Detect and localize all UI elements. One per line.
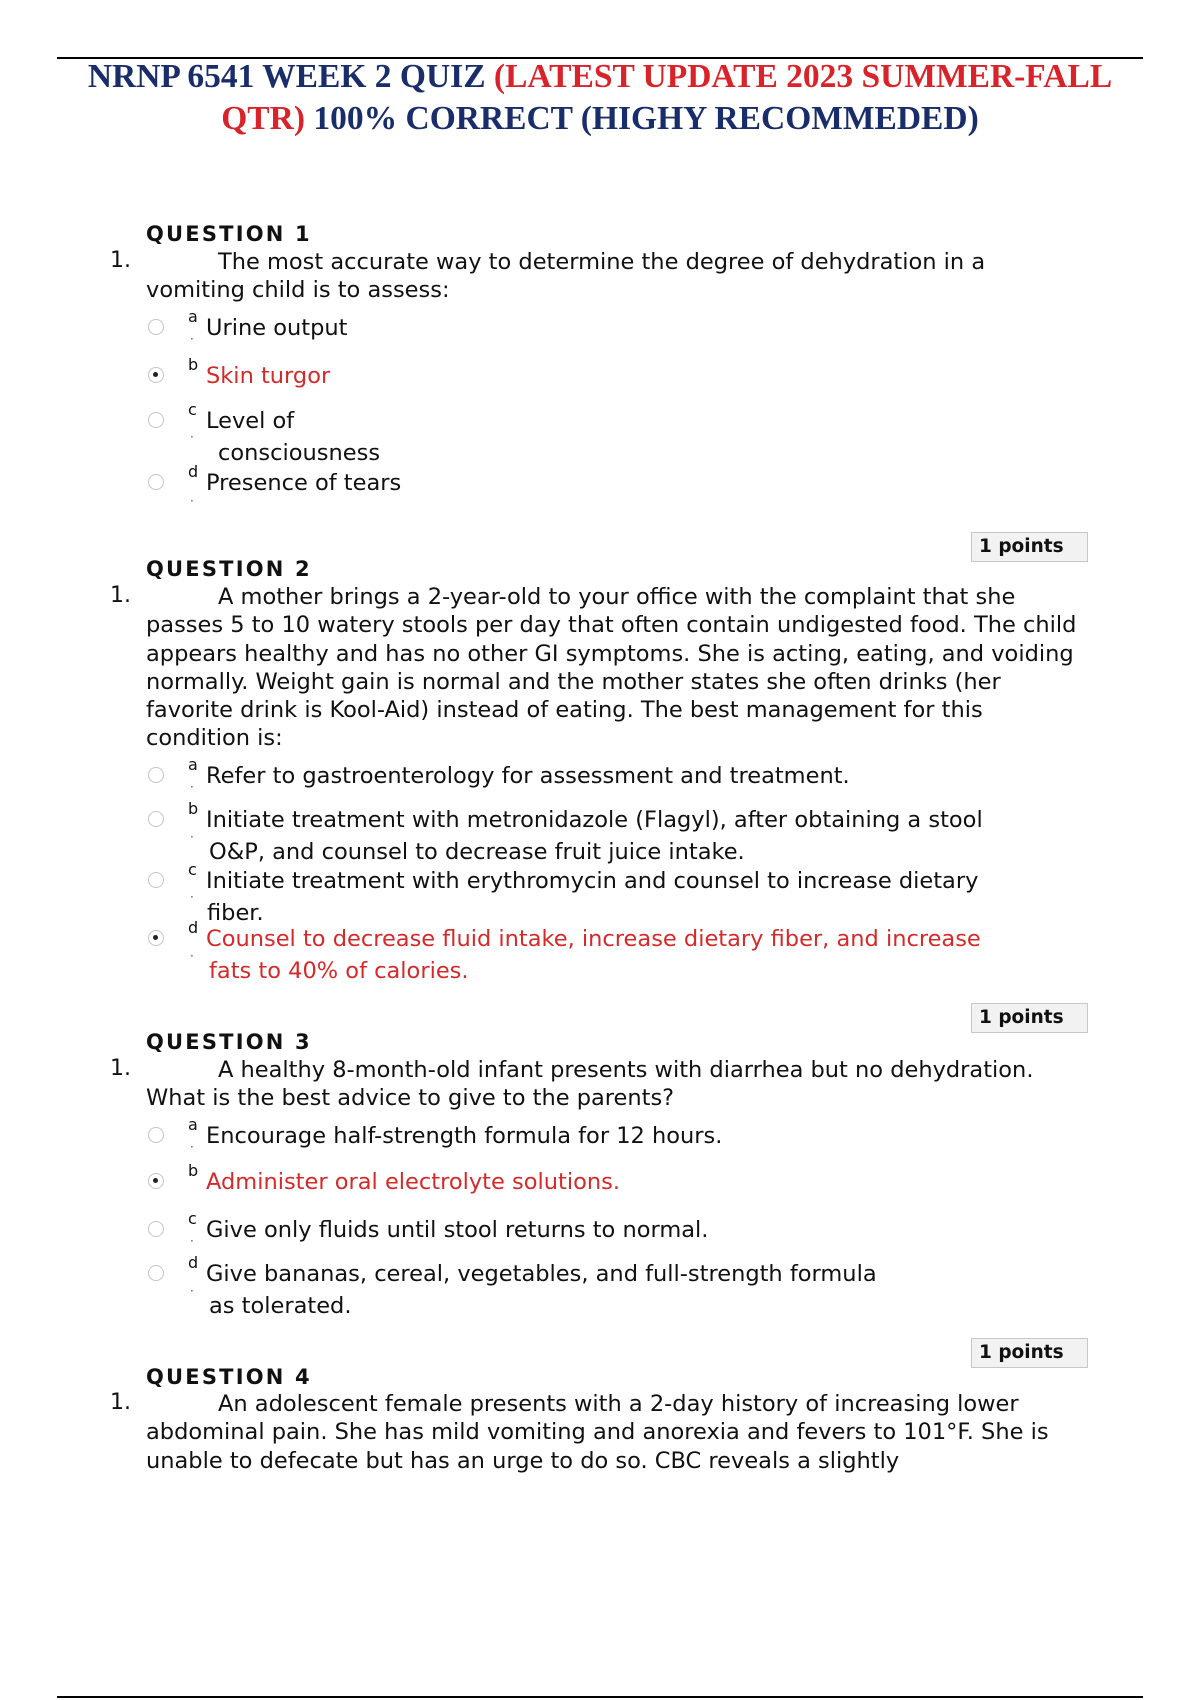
question-2-heading: QUESTION 2: [146, 557, 312, 581]
question-4-text: An adolescent female presents with a 2-day history of increasing lower abdominal pain. She has mild vomiting and anorexia and fevers to 101°F. She is unable to defecate but has an urge to do so. CBC reveals a slightly: [146, 1391, 1049, 1474]
option-text: Urine output: [206, 315, 348, 341]
option-text: Encourage half-strength formula for 12 hours.: [206, 1123, 723, 1149]
title-course: NRNP 6541 WEEK 2 QUIZ: [87, 58, 494, 95]
radio-button-selected[interactable]: [148, 367, 164, 383]
option-text: Administer oral electrolyte solutions.: [206, 1169, 620, 1195]
option-text: Skin turgor: [206, 363, 331, 389]
option-letter: b: [188, 1161, 199, 1180]
radio-button[interactable]: [148, 1265, 164, 1281]
document-title: [57, 56, 1143, 140]
question-4-heading: QUESTION 4: [146, 1365, 312, 1389]
radio-button[interactable]: [148, 1127, 164, 1143]
question-1-text: The most accurate way to determine the degree of dehydration in a vomiting child is to assess:: [146, 249, 986, 304]
option-text-continued: as tolerated.: [209, 1293, 352, 1319]
question-3-heading: QUESTION 3: [146, 1030, 312, 1054]
option-letter: d: [188, 1253, 199, 1272]
question-1-number: 1.: [110, 248, 131, 273]
option-letter: a: [188, 755, 198, 774]
option-text-continued: O&P, and counsel to decrease fruit juice intake.: [209, 839, 745, 865]
question-3-points-badge: 1 points: [971, 1338, 1088, 1368]
radio-button-selected[interactable]: [148, 1173, 164, 1189]
option-letter: a: [188, 1115, 198, 1134]
option-letter: c: [188, 1209, 197, 1228]
radio-button[interactable]: [148, 872, 164, 888]
question-2-points-badge: 1 points: [971, 1003, 1088, 1033]
option-text: Initiate treatment with metronidazole (Flagyl), after obtaining a stool: [206, 807, 983, 833]
question-1-heading: QUESTION 1: [146, 222, 312, 246]
option-text-continued: fats to 40% of calories.: [209, 958, 469, 984]
question-4-number: 1.: [110, 1390, 131, 1415]
option-text: Initiate treatment with erythromycin and counsel to increase dietary: [206, 868, 979, 894]
question-3-text: A healthy 8-month-old infant presents with diarrhea but no dehydration. What is the best advice to give to the parents?: [146, 1057, 1034, 1112]
option-letter: d: [188, 462, 199, 481]
title-claim: 100% CORRECT (HIGHY RECOMMEDED): [305, 100, 979, 137]
radio-button[interactable]: [148, 811, 164, 827]
option-letter: c: [188, 400, 197, 419]
option-letter: c: [188, 860, 197, 879]
option-letter: b: [188, 355, 199, 374]
option-text: Refer to gastroenterology for assessment and treatment.: [206, 763, 850, 789]
radio-button[interactable]: [148, 474, 164, 490]
option-letter: b: [188, 799, 199, 818]
option-letter: a: [188, 307, 198, 326]
title-update: (LATEST UPDATE 2023 SUMMER-FALL QTR): [221, 58, 1113, 137]
option-letter: d: [188, 918, 199, 937]
option-text: Level of: [206, 408, 295, 434]
question-3-number: 1.: [110, 1056, 131, 1081]
option-text: Give bananas, cereal, vegetables, and full-strength formula: [206, 1261, 877, 1287]
radio-button[interactable]: [148, 319, 164, 335]
option-text: Counsel to decrease fluid intake, increase dietary fiber, and increase: [206, 926, 981, 952]
radio-button[interactable]: [148, 767, 164, 783]
option-text-continued: fiber.: [207, 900, 264, 926]
question-2-number: 1.: [110, 583, 131, 608]
radio-button[interactable]: [148, 412, 164, 428]
question-1-points-badge: 1 points: [971, 532, 1088, 562]
option-text-continued: consciousness: [218, 440, 381, 466]
option-text: Give only fluids until stool returns to normal.: [206, 1217, 709, 1243]
question-2-text: A mother brings a 2-year-old to your office with the complaint that she passes 5 to 10 watery stools per day that often contain undigested food. The child appears healthy and has no other GI symptoms. She is acting, eating, and voiding normally. Weight gain is normal and the mother states she often drinks (her favorite drink is Kool-Aid) instead of eating. The best management for this condition is:: [146, 584, 1077, 752]
radio-button-selected[interactable]: [148, 930, 164, 946]
option-text: Presence of tears: [206, 470, 402, 496]
bottom-rule: [57, 1696, 1143, 1698]
radio-button[interactable]: [148, 1221, 164, 1237]
